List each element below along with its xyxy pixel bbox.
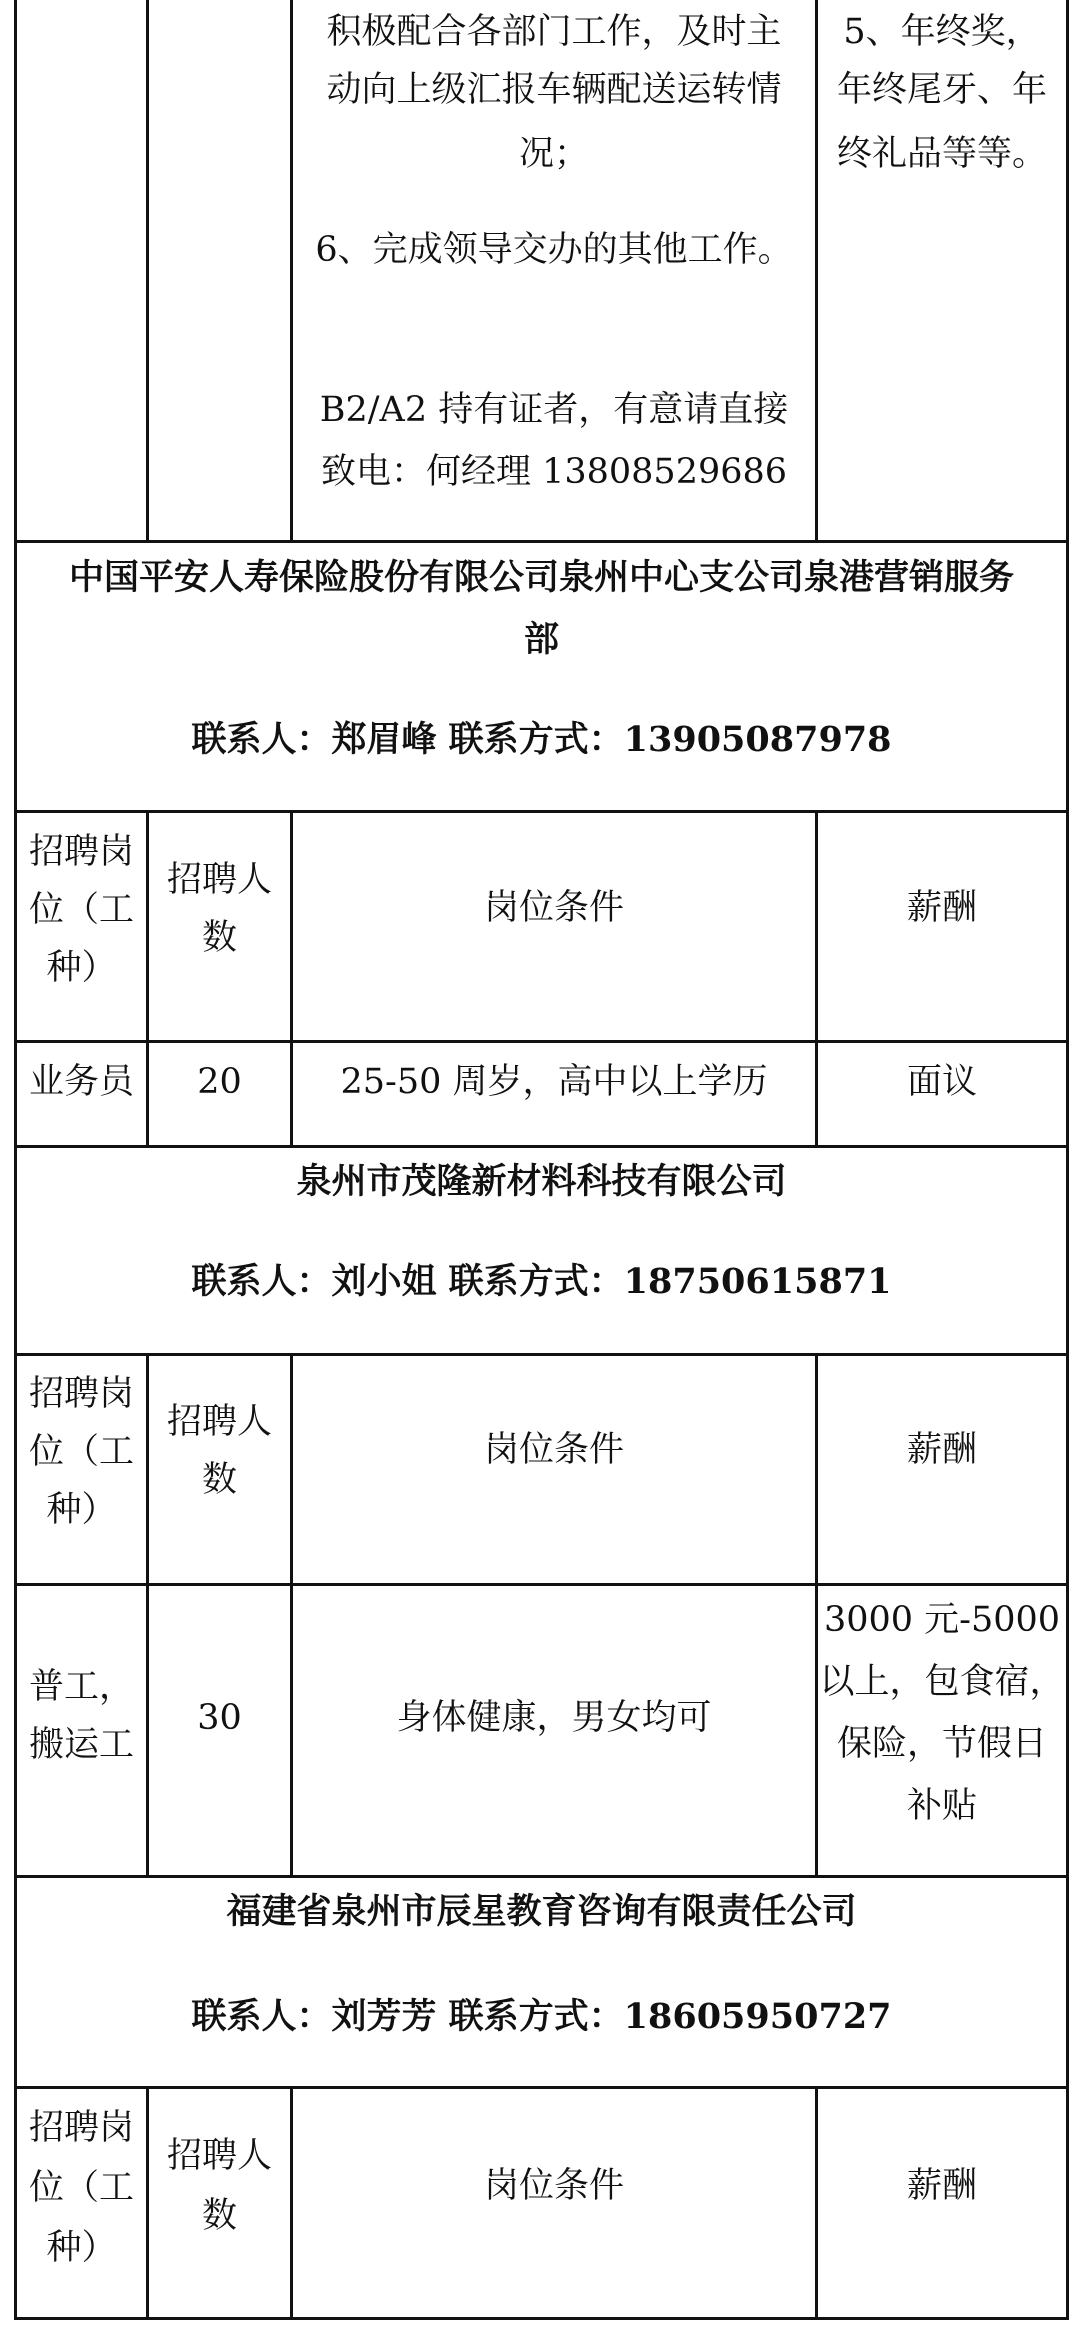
benefit-line: 5、年终奖， [843, 12, 1041, 52]
row-divider [14, 2317, 1069, 2320]
row-divider [14, 1583, 1069, 1586]
job-contact-line: 致电：何经理 13808529686 [320, 452, 788, 492]
job-duties-line: 6、完成领导交办的其他工作。 [315, 230, 793, 270]
job-duties-line: B2/A2 持有证者，有意请直接 [319, 390, 789, 430]
row-divider [14, 1875, 1069, 1878]
cell-position: 搬运工 [28, 1725, 134, 1765]
header-salary: 薪酬 [906, 888, 977, 928]
header-count: 招聘人 [166, 860, 272, 900]
header-count: 数 [201, 2196, 237, 2236]
header-conditions: 岗位条件 [483, 888, 624, 928]
header-count: 数 [201, 1460, 237, 1500]
cell-salary: 3000 元-5000 [823, 1600, 1061, 1640]
job-duties-line: 况； [518, 134, 589, 174]
company-name: 泉州市茂隆新材料科技有限公司 [296, 1161, 787, 1202]
header-position: 种） [46, 948, 117, 988]
header-conditions: 岗位条件 [483, 2166, 624, 2206]
header-position: 种） [46, 2228, 117, 2268]
row-divider [14, 1353, 1069, 1356]
header-position: 种） [46, 1490, 117, 1530]
header-position: 招聘岗 [28, 1374, 134, 1414]
header-salary: 薪酬 [906, 1430, 977, 1470]
header-position: 招聘岗 [28, 2108, 134, 2148]
cell-count: 30 [197, 1698, 242, 1738]
row-divider [14, 2086, 1069, 2089]
header-position: 位（工 [28, 2168, 134, 2208]
company-contact: 联系人：刘小姐 联系方式：18750615871 [191, 1261, 892, 1302]
header-position: 位（工 [28, 1432, 134, 1472]
row-divider [14, 540, 1069, 543]
company-contact: 联系人：郑眉峰 联系方式：13905087978 [191, 719, 892, 760]
row-divider [14, 810, 1069, 813]
benefit-line: 年终尾牙、年 [836, 70, 1047, 110]
job-duties-line: 动向上级汇报车辆配送运转情 [326, 70, 782, 110]
cell-position: 业务员 [28, 1062, 134, 1102]
cell-position: 普工， [28, 1667, 134, 1707]
cell-salary: 保险，节假日 [836, 1724, 1047, 1764]
cell-conditions: 25-50 周岁，高中以上学历 [340, 1062, 768, 1102]
header-count: 招聘人 [166, 2136, 272, 2176]
row-divider [14, 1040, 1069, 1043]
company-name: 部 [523, 619, 559, 660]
cell-salary: 面议 [906, 1062, 977, 1102]
cell-salary: 以上，包食宿， [819, 1662, 1065, 1702]
job-duties-line: 积极配合各部门工作，及时主 [326, 12, 782, 52]
row-divider [14, 1145, 1069, 1148]
cell-conditions: 身体健康，男女均可 [396, 1698, 712, 1738]
col-divider [146, 0, 149, 540]
company-contact: 联系人：刘芳芳 联系方式：18605950727 [191, 1996, 892, 2037]
header-count: 数 [201, 918, 237, 958]
header-count: 招聘人 [166, 1402, 272, 1442]
header-position: 招聘岗 [28, 832, 134, 872]
table-border-right [1066, 0, 1069, 2320]
header-conditions: 岗位条件 [483, 1430, 624, 1470]
cell-count: 20 [197, 1062, 242, 1102]
cell-salary: 补贴 [906, 1786, 977, 1826]
benefit-line: 终礼品等等。 [836, 134, 1047, 174]
company-name: 福建省泉州市辰星教育咨询有限责任公司 [226, 1891, 857, 1932]
header-salary: 薪酬 [906, 2166, 977, 2206]
header-position: 位（工 [28, 890, 134, 930]
company-name: 中国平安人寿保险股份有限公司泉州中心支公司泉港营销服务 [68, 557, 1014, 598]
